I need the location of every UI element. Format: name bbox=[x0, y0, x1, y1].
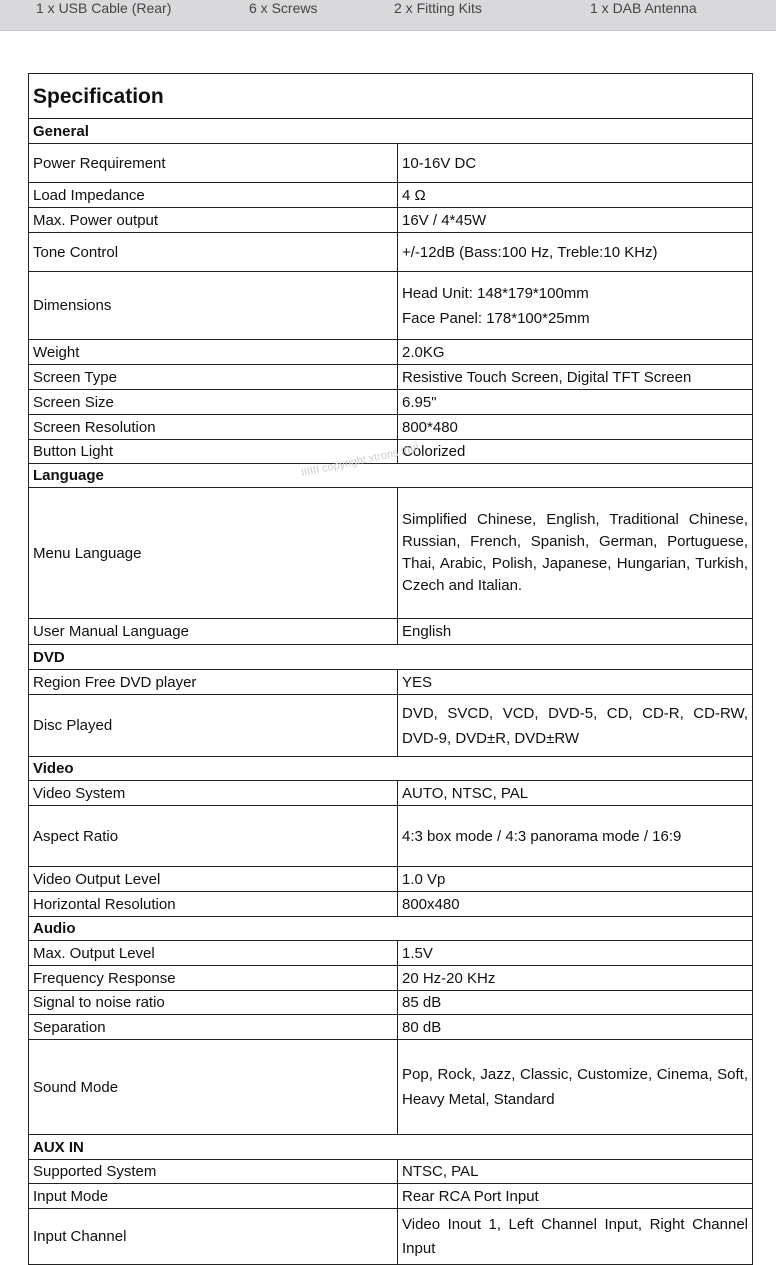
spec-label: Horizontal Resolution bbox=[29, 892, 398, 917]
spec-value: 800x480 bbox=[398, 892, 753, 917]
table-row bbox=[29, 1209, 753, 1265]
accessory-item: 6 x Screws bbox=[249, 0, 318, 16]
spec-label: Load Impedance bbox=[29, 183, 398, 208]
table-row bbox=[29, 233, 753, 272]
table-row bbox=[29, 941, 753, 966]
spec-label: Menu Language bbox=[29, 488, 398, 619]
spec-label: Video System bbox=[29, 781, 398, 806]
spec-value: 20 Hz-20 KHz bbox=[398, 966, 753, 991]
table-row bbox=[29, 781, 753, 806]
table-row bbox=[29, 365, 753, 390]
spec-value: Video Inout 1, Left Channel Input, Right Channel Input bbox=[398, 1209, 753, 1265]
table-row bbox=[29, 670, 753, 695]
spec-label: Aspect Ratio bbox=[29, 806, 398, 867]
watermark: IIIIII copyright xtrons IIIIII bbox=[300, 442, 421, 480]
table-row bbox=[29, 488, 753, 619]
spec-value: 1.0 Vp bbox=[398, 867, 753, 892]
spec-label: Weight bbox=[29, 340, 398, 365]
spec-value: 4 Ω bbox=[398, 183, 753, 208]
spec-value: Resistive Touch Screen, Digital TFT Screen bbox=[398, 365, 753, 390]
spec-label: Supported System bbox=[29, 1160, 398, 1184]
spec-value: 80 dB bbox=[398, 1015, 753, 1040]
section-header-audio: Audio bbox=[29, 917, 753, 941]
spec-label: Button Light bbox=[29, 440, 398, 464]
spec-value: Colorized bbox=[398, 440, 753, 464]
spec-value: Pop, Rock, Jazz, Classic, Customize, Cinema, Soft, Heavy Metal, Standard bbox=[398, 1040, 753, 1135]
spec-label: Screen Resolution bbox=[29, 415, 398, 440]
spec-value: 2.0KG bbox=[398, 340, 753, 365]
spec-label: Input Channel bbox=[29, 1209, 398, 1265]
spec-label: Signal to noise ratio bbox=[29, 991, 398, 1015]
table-row bbox=[29, 208, 753, 233]
spec-label: Power Requirement bbox=[29, 144, 398, 183]
spec-title: Specification bbox=[29, 74, 753, 119]
section-header-aux-in: AUX IN bbox=[29, 1135, 753, 1160]
section-header-video: Video bbox=[29, 757, 753, 781]
table-row bbox=[29, 390, 753, 415]
spec-value: NTSC, PAL bbox=[398, 1160, 753, 1184]
accessory-item: 1 x DAB Antenna bbox=[590, 0, 697, 16]
table-row bbox=[29, 272, 753, 340]
spec-label: Frequency Response bbox=[29, 966, 398, 991]
accessory-item: 2 x Fitting Kits bbox=[394, 0, 482, 16]
section-header-general: General bbox=[29, 119, 753, 144]
spec-value: 6.95" bbox=[398, 390, 753, 415]
spec-label: Separation bbox=[29, 1015, 398, 1040]
section-header-language: Language bbox=[29, 464, 753, 488]
table-row bbox=[29, 144, 753, 183]
spec-value: YES bbox=[398, 670, 753, 695]
spec-value: 4:3 box mode / 4:3 panorama mode / 16:9 bbox=[398, 806, 753, 867]
table-row bbox=[29, 440, 753, 464]
table-row bbox=[29, 695, 753, 757]
table-row bbox=[29, 183, 753, 208]
spec-value: 800*480 bbox=[398, 415, 753, 440]
table-row bbox=[29, 892, 753, 917]
spec-label: Screen Type bbox=[29, 365, 398, 390]
spec-value: 85 dB bbox=[398, 991, 753, 1015]
spec-value: Simplified Chinese, English, Traditional Chinese, Russian, French, Spanish, German, Portuguese, Thai, Arabic, Polish, Japanese, Hungarian, Turkish, Czech and Italian. bbox=[398, 488, 753, 619]
spec-value: 16V / 4*45W bbox=[398, 208, 753, 233]
spec-value: 1.5V bbox=[398, 941, 753, 966]
table-row bbox=[29, 966, 753, 991]
spec-value: Rear RCA Port Input bbox=[398, 1184, 753, 1209]
table-row bbox=[29, 1015, 753, 1040]
table-row bbox=[29, 1040, 753, 1135]
spec-label: Sound Mode bbox=[29, 1040, 398, 1135]
spec-label: Screen Size bbox=[29, 390, 398, 415]
spec-value: DVD, SVCD, VCD, DVD-5, CD, CD-R, CD-RW, DVD-9, DVD±R, DVD±RW bbox=[398, 695, 753, 757]
accessory-bar bbox=[0, 0, 776, 31]
table-row bbox=[29, 1184, 753, 1209]
spec-value: +/-12dB (Bass:100 Hz, Treble:10 KHz) bbox=[398, 233, 753, 272]
spec-value: AUTO, NTSC, PAL bbox=[398, 781, 753, 806]
table-row bbox=[29, 867, 753, 892]
spec-value-line: Face Panel: 178*100*25mm bbox=[402, 309, 590, 327]
specification-table bbox=[28, 73, 753, 1265]
table-row bbox=[29, 806, 753, 867]
spec-value-line: Head Unit: 148*179*100mm bbox=[402, 284, 589, 302]
accessory-item: 1 x USB Cable (Rear) bbox=[36, 0, 172, 16]
spec-label: Video Output Level bbox=[29, 867, 398, 892]
section-header-dvd: DVD bbox=[29, 645, 753, 670]
table-row bbox=[29, 991, 753, 1015]
spec-label: User Manual Language bbox=[29, 619, 398, 645]
spec-value: 10-16V DC bbox=[398, 144, 753, 183]
spec-label: Dimensions bbox=[29, 272, 398, 340]
spec-label: Region Free DVD player bbox=[29, 670, 398, 695]
spec-value: English bbox=[398, 619, 753, 645]
table-row bbox=[29, 415, 753, 440]
spec-value bbox=[398, 272, 753, 340]
spec-label: Tone Control bbox=[29, 233, 398, 272]
spec-label: Max. Power output bbox=[29, 208, 398, 233]
spec-label: Disc Played bbox=[29, 695, 398, 757]
table-row bbox=[29, 619, 753, 645]
table-row bbox=[29, 1160, 753, 1184]
spec-label: Input Mode bbox=[29, 1184, 398, 1209]
table-row bbox=[29, 340, 753, 365]
spec-label: Max. Output Level bbox=[29, 941, 398, 966]
